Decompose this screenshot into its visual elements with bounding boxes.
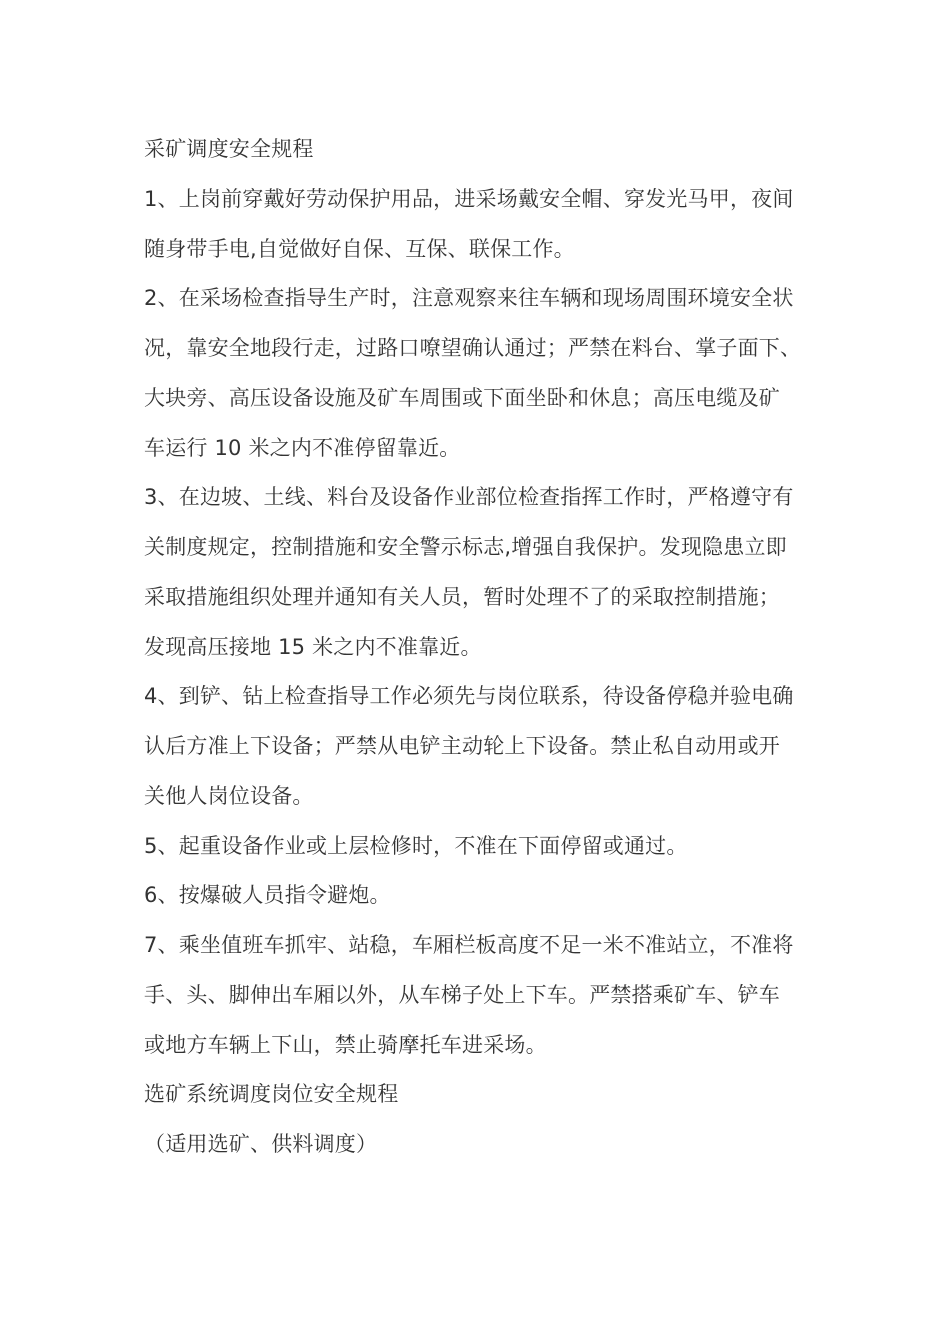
rule-7-line-2: 手、头、脚伸出车厢以外，从车梯子处上下车。严禁搭乘矿车、铲车 — [144, 982, 780, 1007]
rule-3-line-1: 3、在边坡、土线、料台及设备作业部位检查指挥工作时，严格遵守有 — [144, 485, 794, 510]
rule-3-line-3: 采取措施组织处理并通知有关人员，暂时处理不了的采取控制措施； — [144, 584, 780, 609]
rule-6-line-1: 6、按爆破人员指令避炮。 — [144, 883, 391, 908]
rule-5-line-1: 5、起重设备作业或上层检修时，不准在下面停留或通过。 — [144, 833, 688, 858]
rule-2-line-2: 况，靠安全地段行走，过路口嘹望确认通过；严禁在料台、掌子面下、 — [144, 336, 802, 360]
rule-7-line-1: 7、乘坐值班车抓牢、站稳，车厢栏板高度不足一米不准站立，不准将 — [144, 933, 794, 957]
document-page — [144, 125, 824, 1170]
rule-7-line-3: 或地方车辆上下山，禁止骑摩托车进采场。 — [144, 1032, 547, 1057]
rule-1-line-2: 随身带手电,自觉做好自保、互保、联保工作。 — [144, 236, 575, 261]
section-2-title: 选矿系统调度岗位安全规程 — [144, 1082, 399, 1107]
rule-1-line-1: 1、上岗前穿戴好劳动保护用品，进采场戴安全帽、穿发光马甲，夜间 — [144, 186, 794, 211]
rule-3-line-2: 关制度规定，控制措施和安全警示标志,增强自我保护。发现隐患立即 — [144, 535, 787, 559]
rule-2-line-4: 车运行 10 米之内不准停留靠近。 — [144, 435, 461, 460]
rule-3-line-4: 发现高压接地 15 米之内不准靠近。 — [144, 634, 482, 659]
section-2-subtitle: （适用选矿、供料调度） — [144, 1132, 378, 1156]
document-title: 采矿调度安全规程 — [144, 137, 314, 161]
rule-2-line-1: 2、在采场检查指导生产时，注意观察来往车辆和现场周围环境安全状 — [144, 286, 794, 311]
rule-4-line-2: 认后方准上下设备；严禁从电铲主动轮上下设备。禁止私自动用或开 — [144, 734, 780, 758]
rule-4-line-3: 关他人岗位设备。 — [144, 783, 314, 808]
rule-2-line-3: 大块旁、高压设备设施及矿车周围或下面坐卧和休息；高压电缆及矿 — [144, 385, 780, 410]
rule-4-line-1: 4、到铲、钻上检查指导工作必须先与岗位联系，待设备停稳并验电确 — [144, 684, 794, 709]
